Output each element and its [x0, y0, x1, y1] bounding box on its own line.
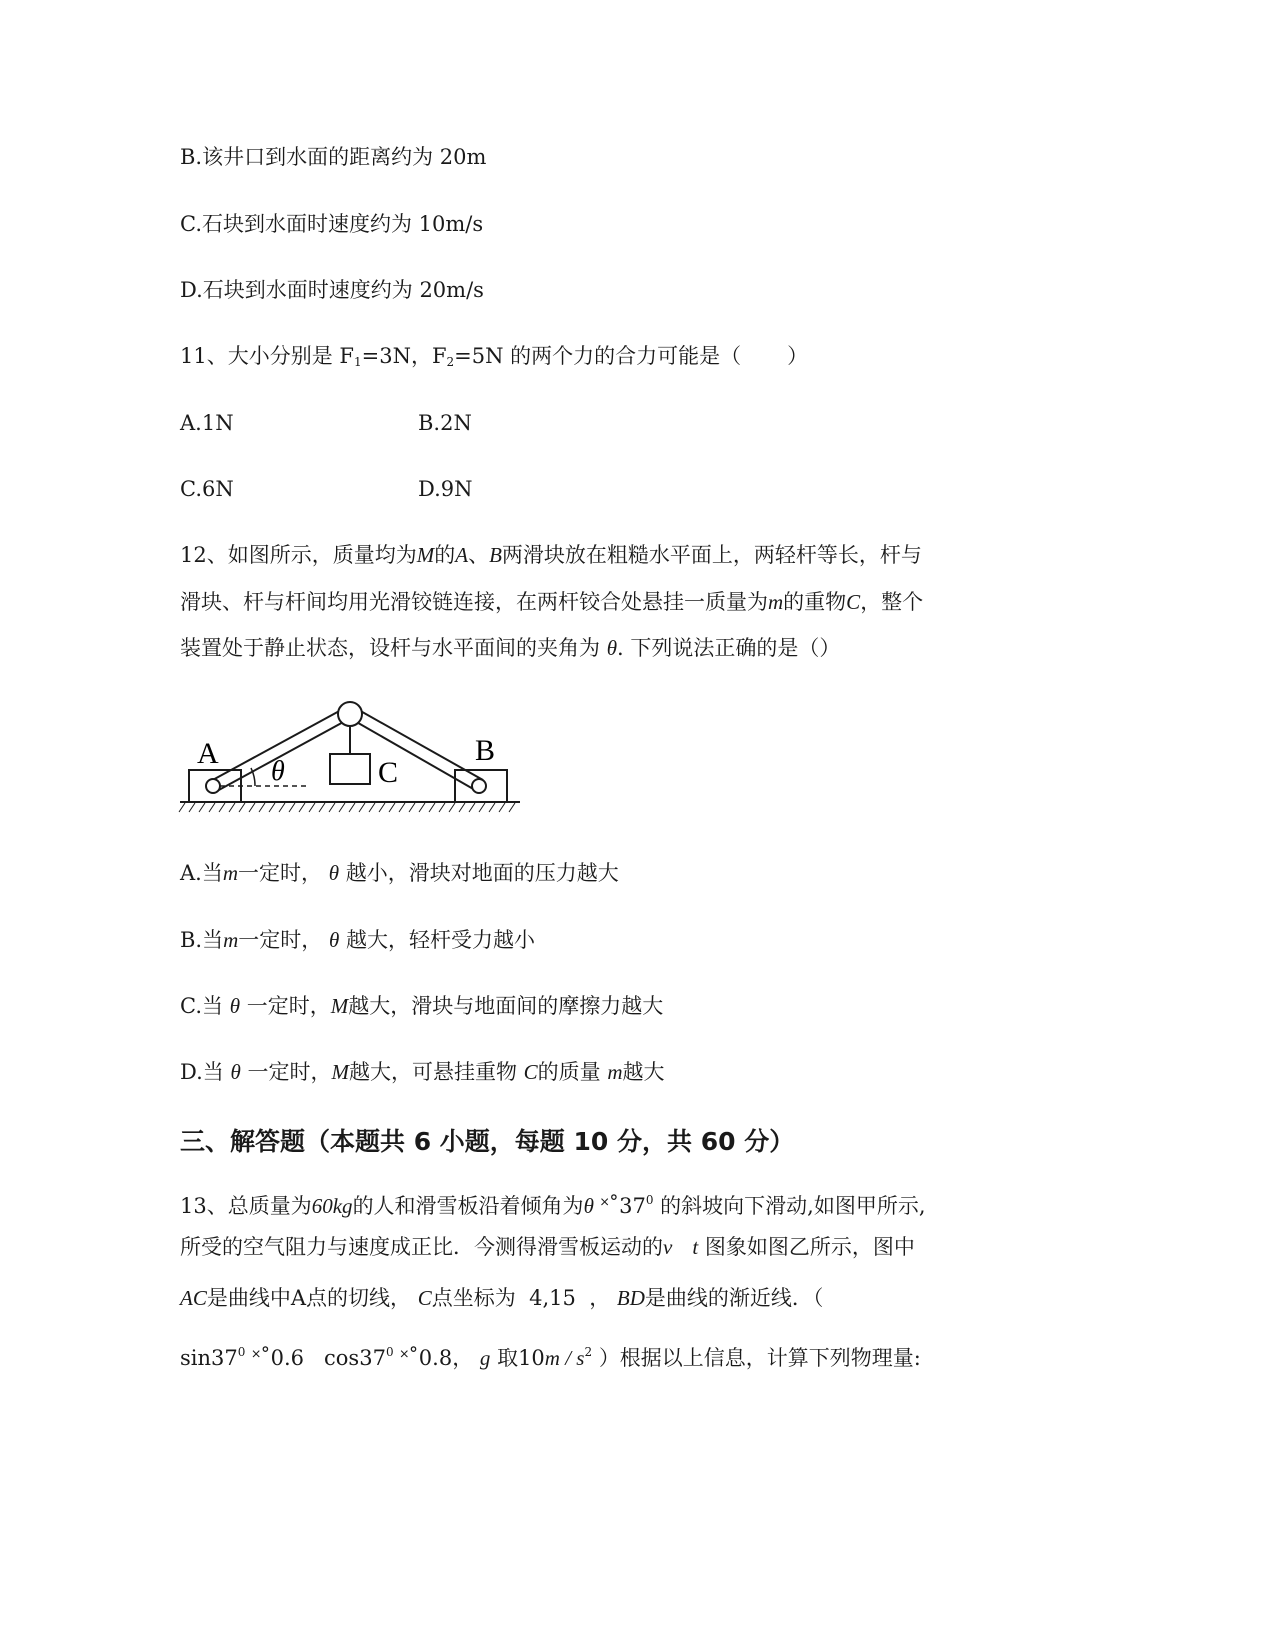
q12-stem-line1: 12、如图所示，质量均为M的A、B两滑块放在粗糙水平面上，两轻杆等长，杆与: [180, 543, 922, 567]
q10-option-b: B.该井口到水面的距离约为 20m: [180, 145, 487, 169]
hinge-b: [472, 779, 486, 793]
label-c: C: [378, 756, 399, 789]
slider-rod-diagram: [175, 690, 535, 825]
q12-option-d: D.当 θ 一定时，M越大，可悬挂重物 C的质量 m越大: [180, 1060, 665, 1084]
q12-figure: [175, 690, 535, 829]
q11-stem: 11、大小分别是 $F_1=3N$，$F_2=5N$ 的两个力的合力可能是（ ）: [180, 344, 809, 369]
q12-option-a: A.当m一定时， θ 越小，滑块对地面的压力越大: [180, 861, 619, 885]
section-heading: 三、解答题（本题共 6 小题，每题 10 分，共 60 分）: [180, 1127, 795, 1156]
label-theta: θ: [271, 756, 285, 787]
q11-option-d: D.9N: [418, 477, 473, 501]
mass-c: [330, 754, 370, 784]
q13-stem-line2: 所受的空气阻力与速度成正比．今测得滑雪板运动的v t 图象如图乙所示，图中: [180, 1235, 915, 1259]
hinge-a: [206, 779, 220, 793]
q12-option-b: B.当m一定时， θ 越大，轻杆受力越小: [180, 928, 535, 952]
q13-stem-line3: AC是曲线中A点的切线， C点坐标为 4,15 ， BD是曲线的渐近线．（: [180, 1286, 824, 1310]
q10-option-c: C.石块到水面时速度约为 10m/s: [180, 212, 484, 236]
ground-hatching: [179, 803, 515, 812]
hinge-top: [338, 702, 362, 726]
q12-stem-line2: 滑块、杆与杆间均用光滑铰链连接，在两杆铰合处悬挂一质量为m的重物C，整个: [180, 590, 924, 614]
label-b: B: [475, 734, 496, 767]
q13-stem-line1: 13、总质量为60kg的人和滑雪板沿着倾角为θ $˟˚37^0$ 的斜坡向下滑动,如图甲所示,: [180, 1193, 926, 1218]
q11-option-b: B.2N: [418, 411, 472, 435]
q11-option-c: C.6N: [180, 477, 234, 501]
q10-option-d: D.石块到水面时速度约为 20m/s: [180, 278, 484, 302]
q12-option-c: C.当 θ 一定时，M越大，滑块与地面间的摩擦力越大: [180, 994, 664, 1018]
q11-option-a: A.1N: [180, 411, 234, 435]
label-a: A: [197, 737, 219, 770]
q13-stem-line4: $\sin 37^0$ ˟˚0.6 $\cos 37^0$ ˟˚0.8， g 取$10m / s^2$ ）根据以上信息，计算下列物理量:: [180, 1345, 921, 1370]
q12-stem-line3: 装置处于静止状态，设杆与水平面间的夹角为 θ. 下列说法正确的是（）: [180, 636, 841, 660]
